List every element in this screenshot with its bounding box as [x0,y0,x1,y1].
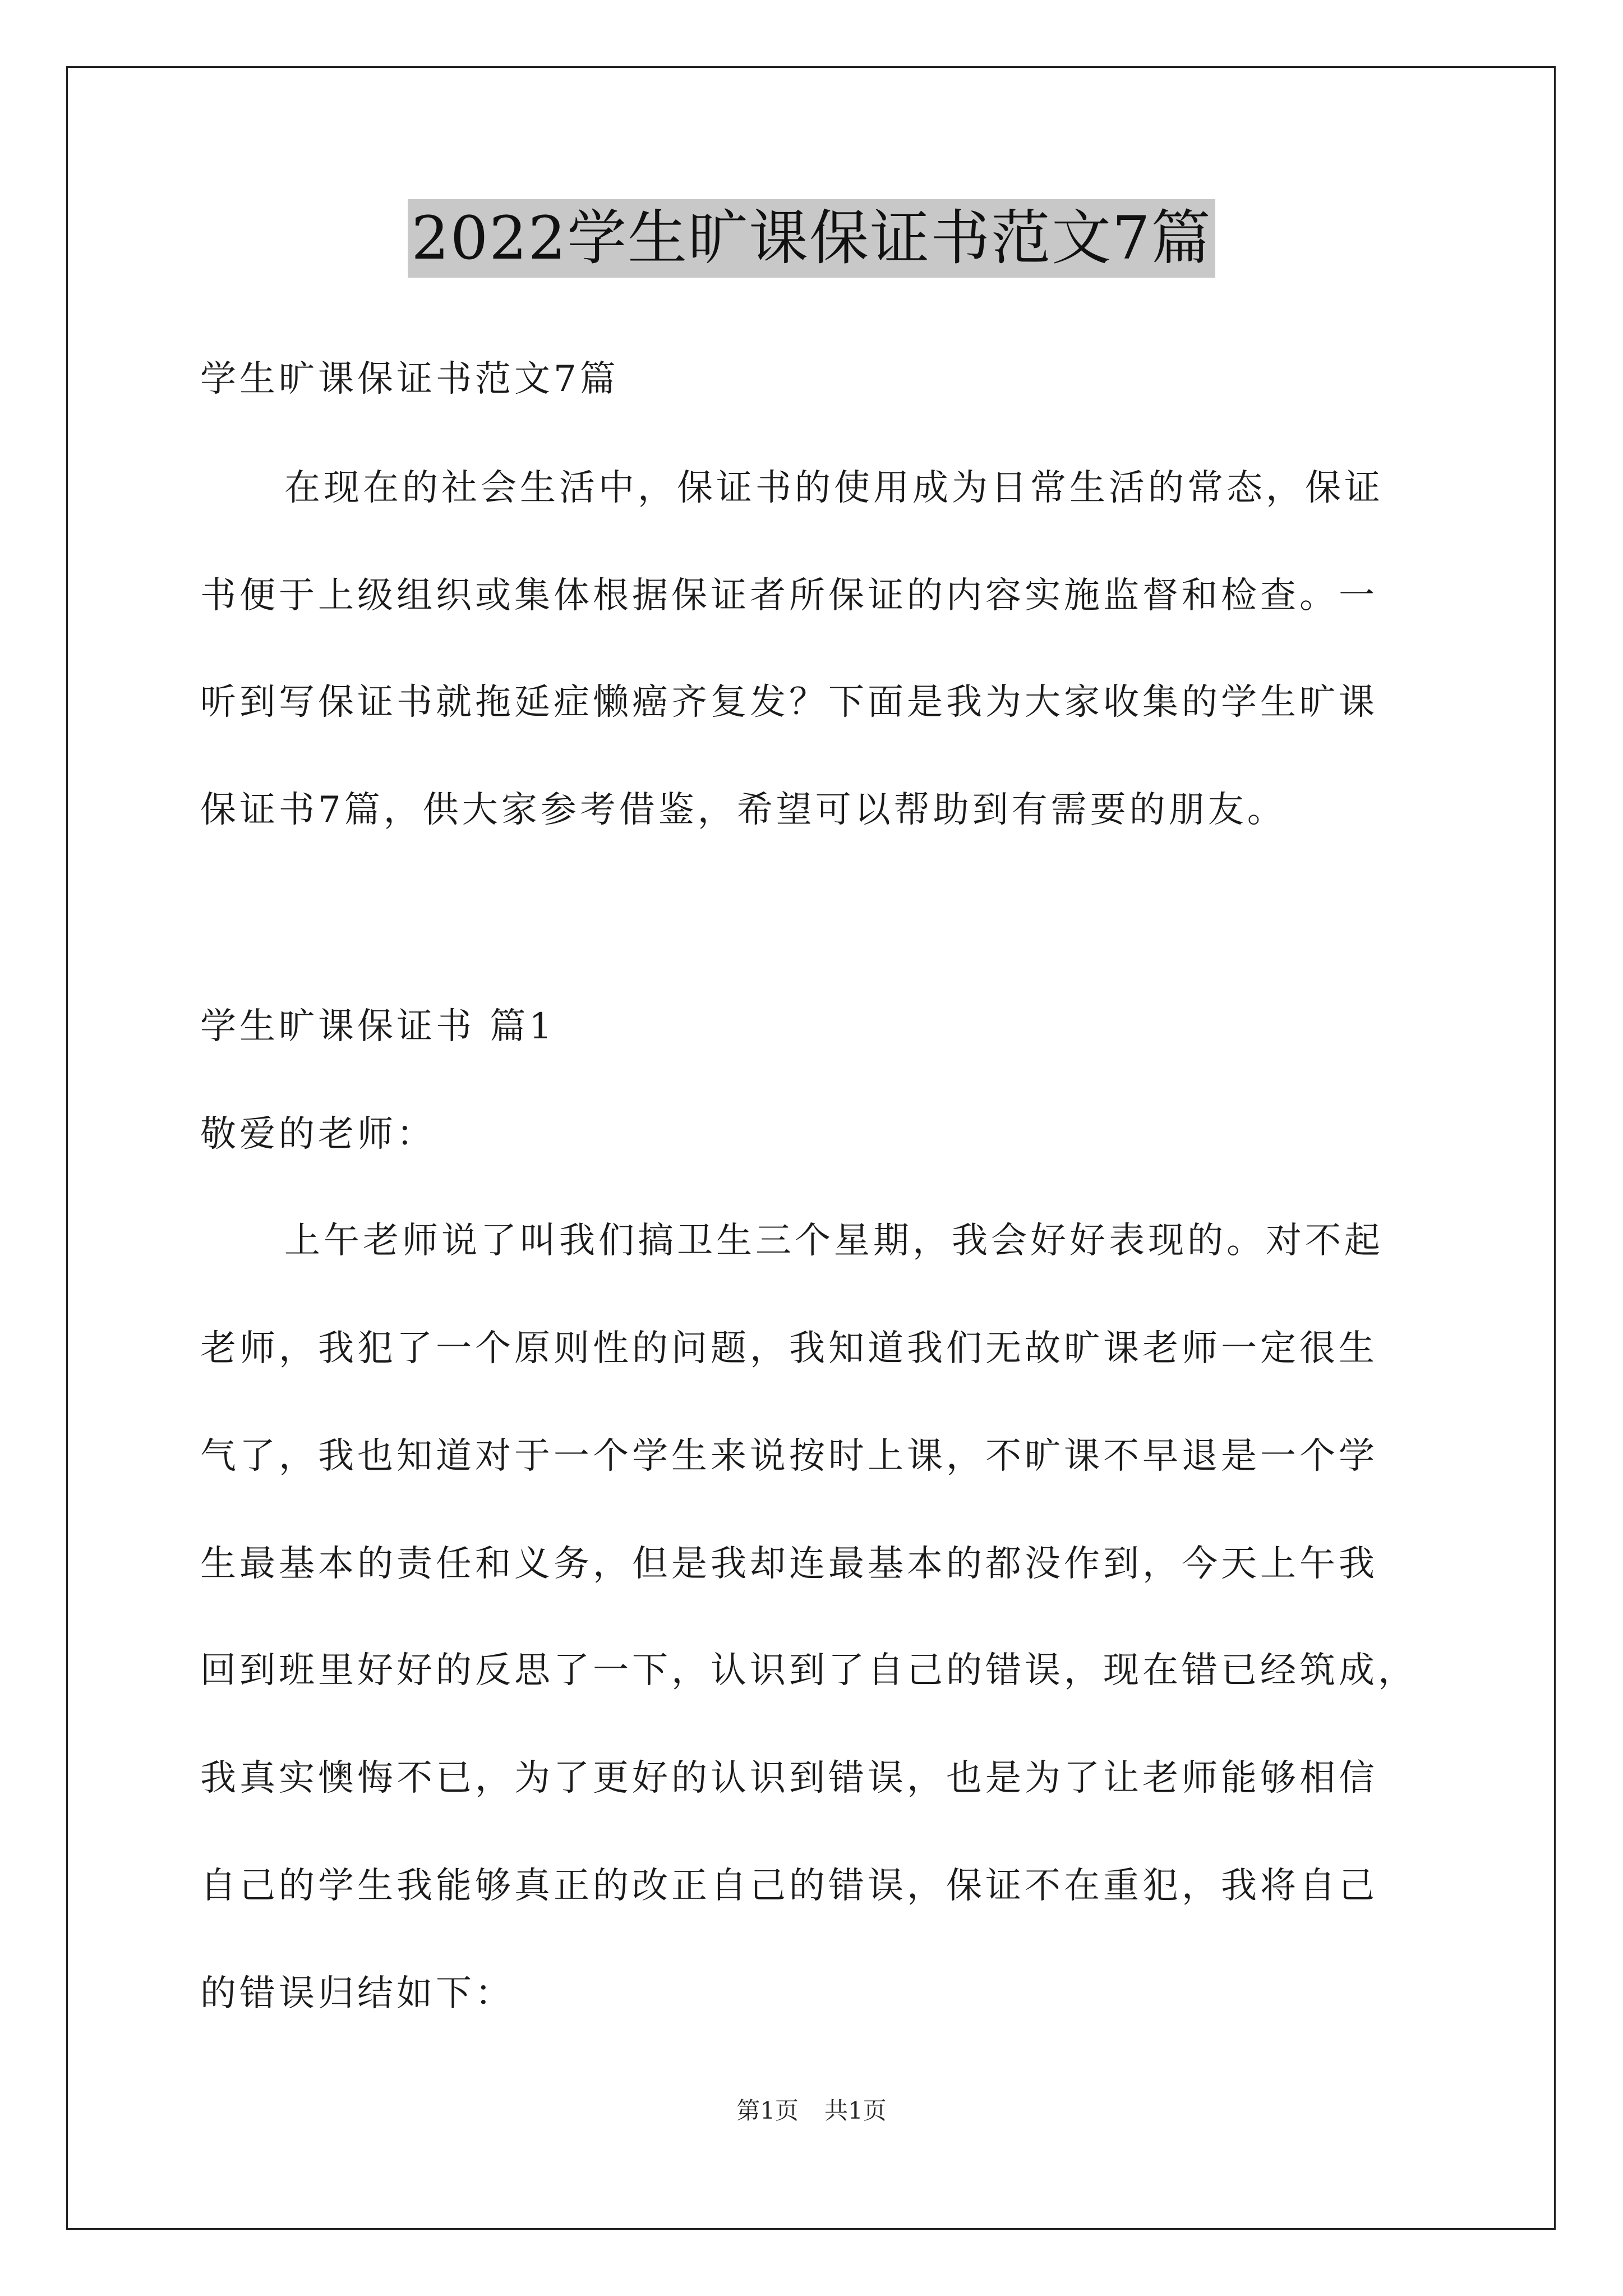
intro-line: 听到写保证书就拖延症懒癌齐复发？下面是我为大家收集的学生旷课 [200,682,1378,723]
document-subtitle: 学生旷课保证书范文7篇 [200,358,619,400]
body-line: 气了，我也知道对于一个学生来说按时上课，不旷课不早退是一个学 [200,1435,1378,1477]
body-line: 自己的学生我能够真正的改正自己的错误，保证不在重犯，我将自己 [200,1865,1378,1907]
salutation: 敬爱的老师： [200,1114,436,1155]
document-title: 2022学生旷课保证书范文7篇 [408,199,1215,278]
intro-line: 书便于上级组织或集体根据保证者所保证的内容实施监督和检查。一 [200,575,1378,616]
body-line: 我真实懊悔不已，为了更好的认识到错误，也是为了让老师能够相信 [200,1757,1378,1799]
page-number: 第1页 [736,2097,799,2124]
body-line: 回到班里好好的反思了一下，认识到了自己的错误，现在错已经筑成， [200,1650,1417,1691]
body-line: 生最基本的责任和义务，但是我却连最基本的都没作到，今天上午我 [200,1543,1378,1585]
intro-line: 保证书7篇，供大家参考借鉴，希望可以帮助到有需要的朋友。 [200,789,1287,831]
page-total: 共1页 [824,2097,887,2124]
page-footer [0,2095,1623,2127]
title-container [0,199,1623,278]
section-heading: 学生旷课保证书 篇1 [200,1006,556,1047]
intro-line: 在现在的社会生活中，保证书的使用成为日常生活的常态，保证 [284,467,1384,509]
body-line: 老师，我犯了一个原则性的问题，我知道我们无故旷课老师一定很生 [200,1328,1378,1369]
body-line: 上午老师说了叫我们搞卫生三个星期，我会好好表现的。对不起 [284,1220,1384,1262]
body-line: 的错误归结如下： [200,1973,514,2014]
